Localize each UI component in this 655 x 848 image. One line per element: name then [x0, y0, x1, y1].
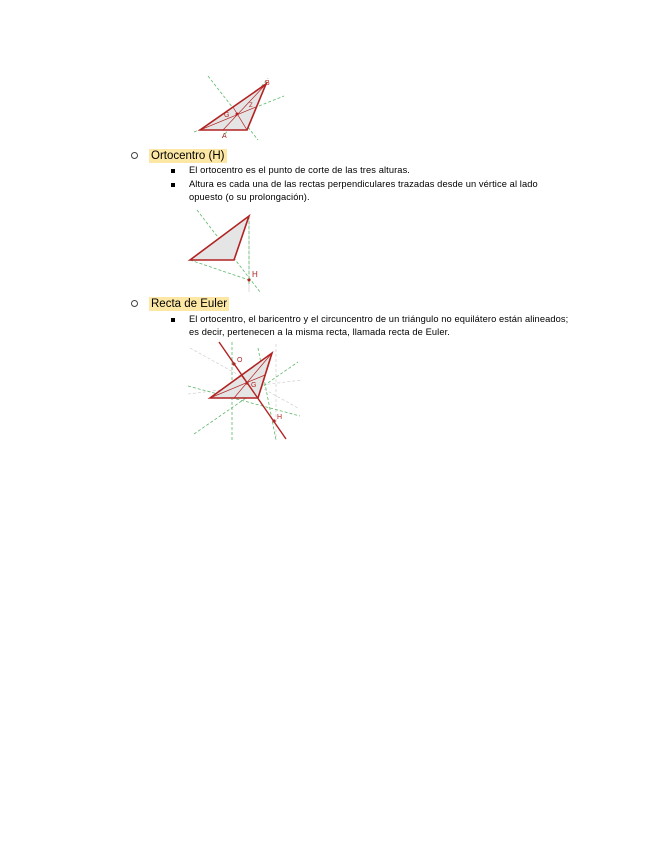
section-euler-heading [129, 296, 229, 311]
list-item [171, 164, 571, 177]
section-ortocentro-heading [129, 148, 227, 163]
vertex-label-b: B [265, 80, 270, 87]
list-item [171, 178, 571, 204]
triangle-centroid-figure [192, 74, 287, 142]
square-bullet-icon [171, 169, 175, 173]
list-item-text: El ortocentro es el punto de corte de las tres alturas. [189, 165, 410, 175]
circumcenter-label: O [237, 357, 243, 364]
section-title: Recta de Euler [151, 297, 228, 310]
midpoint-label: Z [249, 103, 253, 109]
centroid-label: G [251, 382, 257, 389]
circle-bullet-icon [131, 300, 138, 307]
square-bullet-icon [171, 318, 175, 322]
orthocenter-label: H [277, 414, 283, 421]
list-item-text: Altura es cada una de las rectas perpendiculares trazadas desde un vértice al lado opuesto (o su prolongación). [189, 179, 538, 202]
circle-bullet-icon [131, 152, 138, 159]
euler-line-figure [186, 340, 304, 442]
orthocenter-label: H [252, 270, 258, 279]
vertex-label-a: A [222, 133, 227, 140]
centroid-label: G [224, 112, 230, 119]
square-bullet-icon [171, 183, 175, 187]
orthocenter-figure [185, 208, 275, 294]
list-item-text: El ortocentro, el baricentro y el circuncentro de un triángulo no equilátero están alineados; es decir, pertenecen a la misma recta, llamada recta de Euler. [189, 314, 569, 337]
section-title: Ortocentro (H) [151, 149, 225, 162]
list-item [171, 313, 571, 339]
